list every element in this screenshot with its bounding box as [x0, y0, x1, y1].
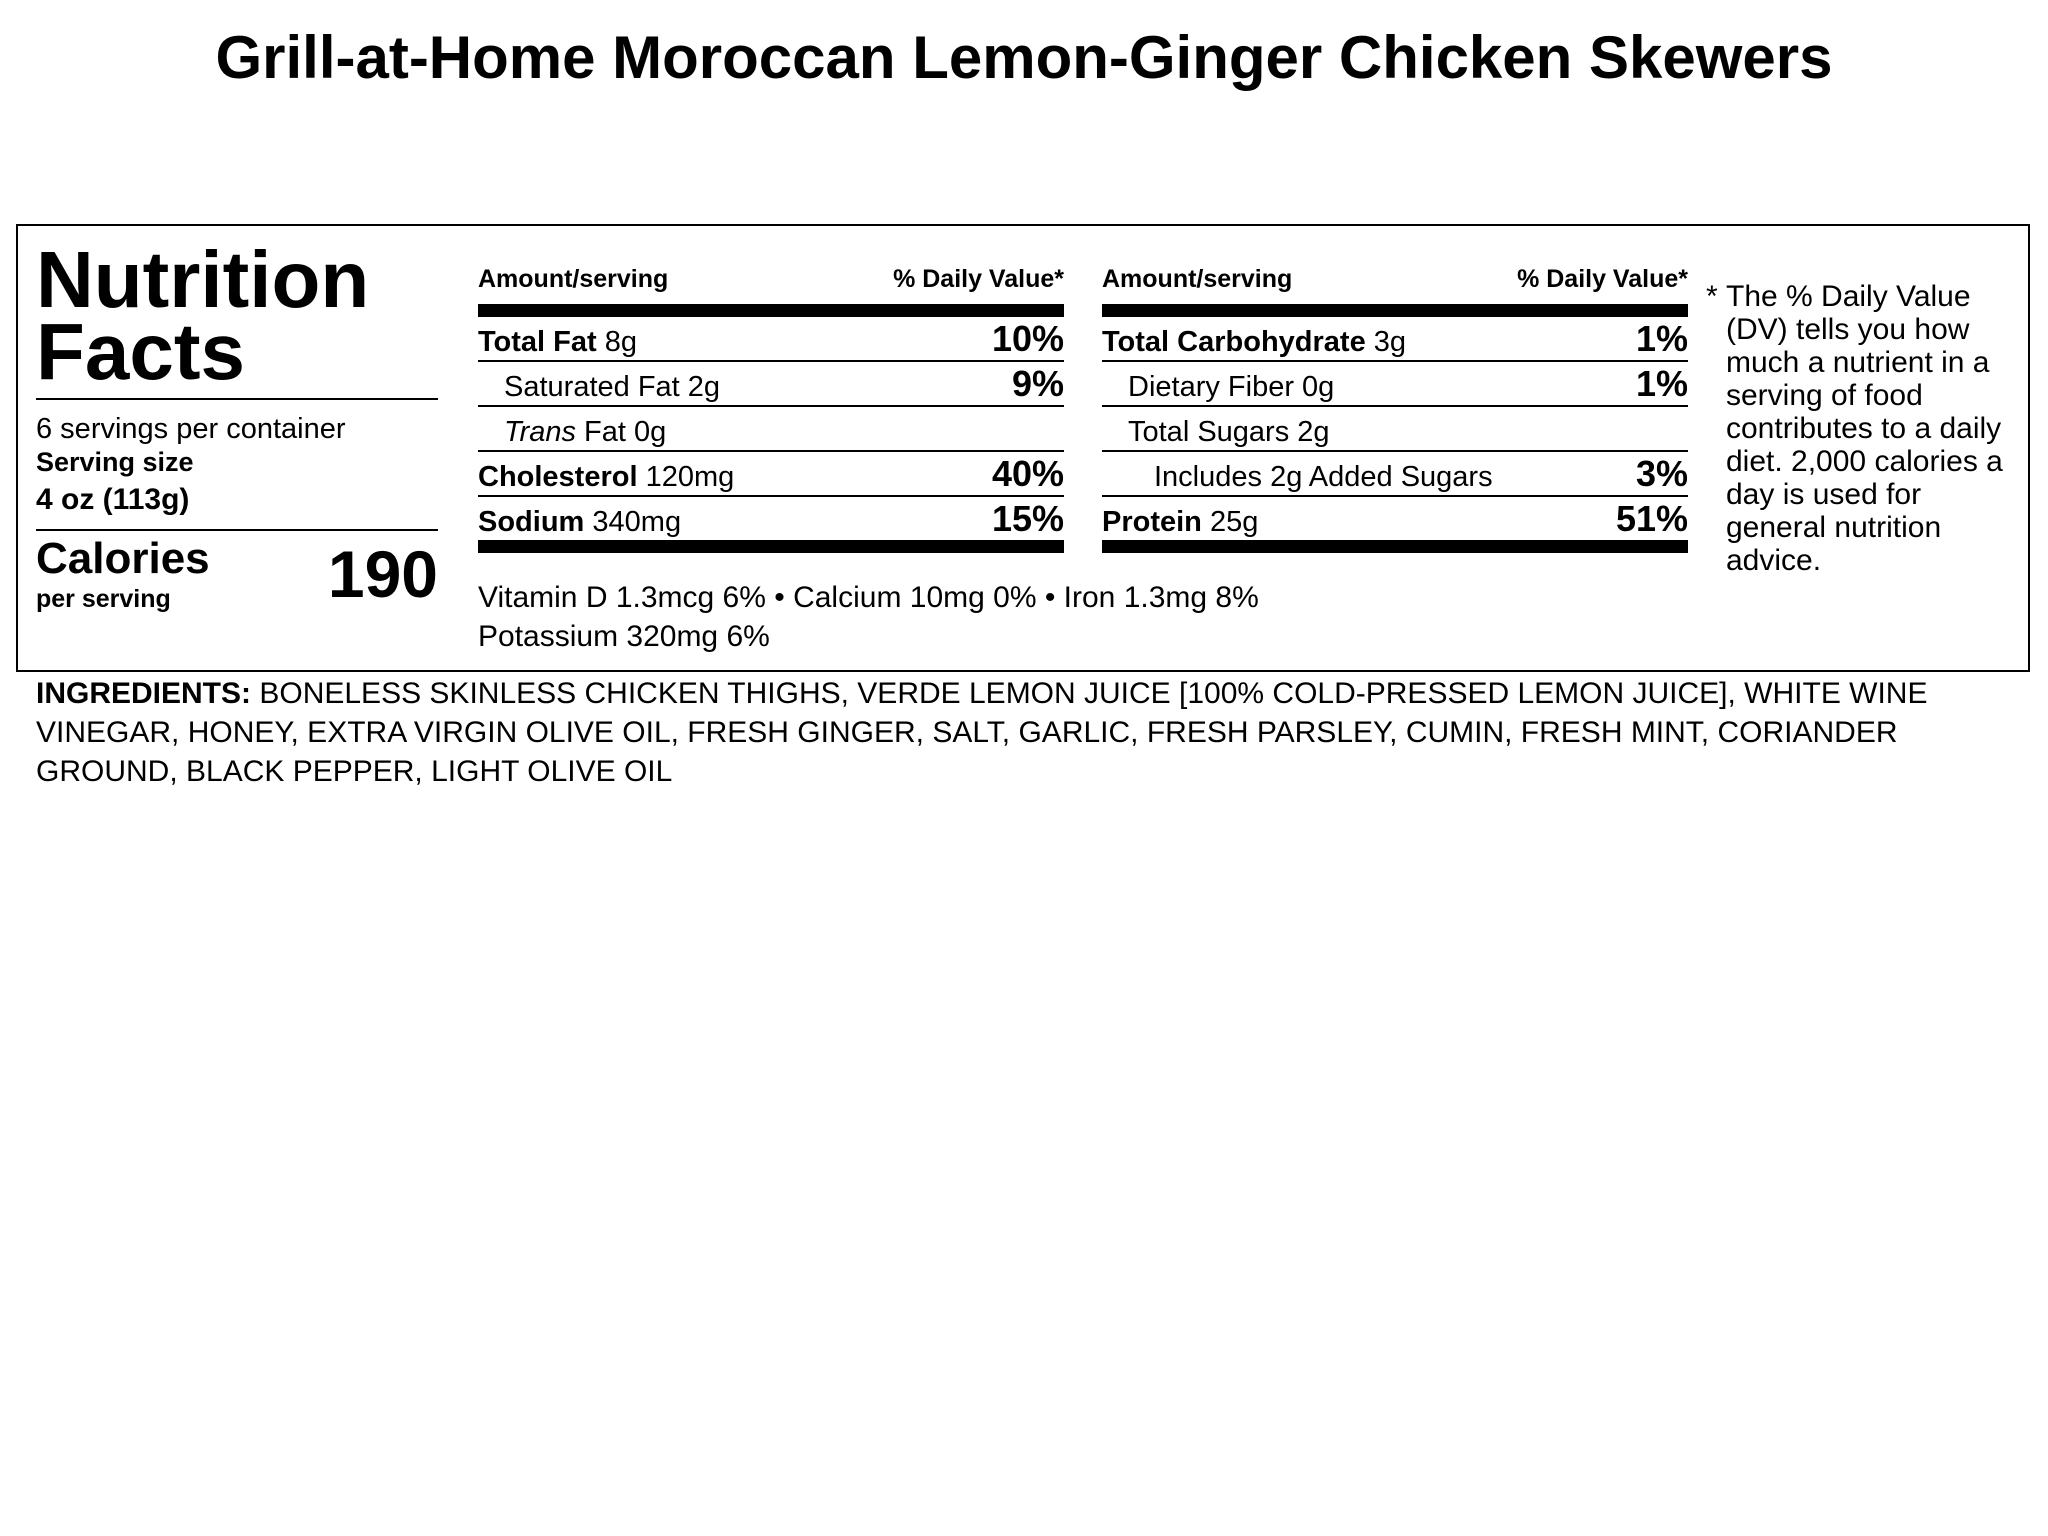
daily-value-footnote — [1706, 280, 2024, 577]
nutrient-amount: 340mg — [584, 506, 682, 538]
amount-header: Amount/serving — [1102, 265, 1293, 293]
nutrient-name: Saturated Fat 2g — [504, 371, 721, 403]
nutrient-row-trans-fat — [478, 407, 1064, 452]
nutrient-dv: 1% — [1635, 318, 1688, 359]
nutrient-row-total-carbohydrate — [1102, 317, 1688, 362]
nutrient-name: Sodium — [478, 506, 585, 538]
nutrient-amount: Fat 0g — [575, 416, 667, 448]
heading-line-1: Nutrition — [36, 235, 370, 324]
nutrient-name: Dietary Fiber 0g — [1128, 371, 1335, 403]
ingredients-list: BONELESS SKINLESS CHICKEN THIGHS, VERDE LEMON JUICE [100% COLD-PRESSED LEMON JUICE], WHITE WINE VINEGAR, HONEY, EXTRA VIRGIN OLIVE OIL, FRESH GINGER, SALT, GARLIC, FRESH PARSLEY, CUMIN, FRESH MINT, CORIANDER GROUND, BLACK PEPPER, LIGHT OLIVE OIL — [36, 677, 1928, 788]
nutrient-amount: 25g — [1201, 506, 1259, 538]
footnote-asterisk: * — [1706, 280, 1718, 313]
nutrient-row-protein — [1102, 497, 1688, 540]
heading-divider — [36, 398, 438, 400]
nutrient-row-sodium — [478, 497, 1064, 540]
nutrient-row-added-sugars — [1102, 452, 1688, 497]
column-header — [1102, 264, 1688, 294]
nutrient-row-cholesterol — [478, 452, 1064, 497]
nutrient-dv: 3% — [1635, 453, 1688, 494]
nutrient-name: Includes 2g Added Sugars — [1154, 461, 1493, 493]
ingredients-statement — [36, 674, 1996, 791]
nutrient-dv: 51% — [1615, 498, 1688, 539]
calories-value: 190 — [327, 537, 438, 611]
nutrient-dv: 40% — [991, 453, 1064, 494]
footnote-text: The % Daily Value (DV) tells you how much a nutrient in a serving of food contributes to a daily diet. 2,000 calories a day is used for general nutrition advice. — [1726, 280, 2003, 577]
column-header — [478, 264, 1064, 294]
daily-value-header: % Daily Value* — [893, 265, 1064, 293]
nutrient-name: Protein — [1102, 506, 1202, 538]
nutrient-name: Total Fat — [478, 326, 597, 358]
nutrient-name: Total Carbohydrate — [1102, 326, 1366, 358]
serving-size-label: Serving size — [36, 447, 194, 477]
nutrient-column-right — [1102, 264, 1688, 553]
nutrient-dv: 9% — [1011, 363, 1064, 404]
calories-label: Calories — [36, 534, 210, 583]
nutrient-row-saturated-fat — [478, 362, 1064, 407]
nutrient-amount: 3g — [1365, 326, 1407, 358]
heading-line-2: Facts — [36, 307, 245, 396]
serving-divider — [36, 529, 438, 531]
vitamins-minerals — [478, 578, 1678, 656]
daily-value-header: % Daily Value* — [1517, 265, 1688, 293]
amount-header: Amount/serving — [478, 265, 669, 293]
nutrient-row-dietary-fiber — [1102, 362, 1688, 407]
thick-bar-bottom — [1102, 540, 1688, 553]
nutrient-amount: 8g — [596, 326, 638, 358]
servings-per-container: 6 servings per container — [36, 413, 346, 445]
nutrient-dv: 10% — [991, 318, 1064, 359]
nutrient-dv: 1% — [1635, 363, 1688, 404]
thick-bar-bottom — [478, 540, 1064, 553]
nutrient-name: Cholesterol — [478, 461, 638, 493]
nutrient-amount: 120mg — [637, 461, 735, 493]
product-title: Grill-at-Home Moroccan Lemon-Ginger Chicken Skewers — [215, 24, 1833, 91]
thick-bar — [1102, 304, 1688, 317]
ingredients-label: INGREDIENTS: — [36, 677, 252, 710]
nutrient-row-total-sugars — [1102, 407, 1688, 452]
nutrient-column-left — [478, 264, 1064, 553]
nutrient-name: Total Sugars 2g — [1128, 416, 1330, 448]
nutrition-facts-heading — [36, 235, 370, 396]
serving-size-value: 4 oz (113g) — [36, 483, 190, 516]
vitamins-line-2: Potassium 320mg 6% — [478, 620, 770, 653]
vitamins-line-1: Vitamin D 1.3mcg 6% • Calcium 10mg 0% • Iron 1.3mg 8% — [478, 581, 1259, 614]
calories-per-serving-label: per serving — [36, 585, 171, 613]
nutrient-row-total-fat — [478, 317, 1064, 362]
nutrient-dv: 15% — [991, 498, 1064, 539]
nutrient-name-italic: Trans — [504, 416, 576, 448]
thick-bar — [478, 304, 1064, 317]
